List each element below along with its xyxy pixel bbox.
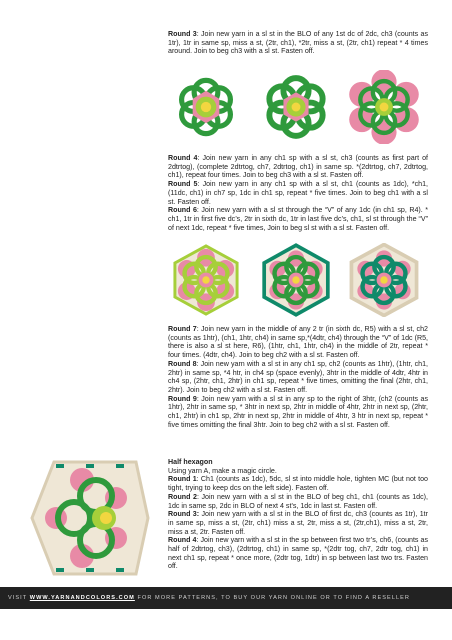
round-8-paragraph bbox=[168, 360, 428, 395]
round-7-paragraph bbox=[168, 325, 428, 360]
photo-round-9 bbox=[346, 243, 422, 317]
round-4-title: Round 4 bbox=[168, 154, 198, 162]
round-5-title: Round 5 bbox=[168, 180, 198, 189]
photo-round-8 bbox=[258, 243, 334, 317]
half-round-4-paragraph bbox=[168, 536, 428, 571]
round-4-paragraph bbox=[168, 154, 428, 180]
half-round-1-text: : Ch1 (counts as 1dc), 5dc, sl st into middle hole, tighten MC (but not too tight, trying to keep dcs on the left side). Fasten off. bbox=[168, 475, 428, 493]
website-link[interactable]: WWW.YARNANDCOLORS.COM bbox=[29, 595, 135, 601]
round-6-paragraph bbox=[168, 206, 428, 232]
photo-round-4-b bbox=[258, 70, 334, 144]
half-round-2-title: Round 2 bbox=[168, 492, 197, 501]
half-round-2-paragraph bbox=[168, 493, 428, 510]
round-3-text: : Join new yarn in a sl st in the BLO of any 1st dc of 2dc, ch3 (counts as 1tr), 1tr in same sp, miss a st, (2tr, ch1), *2tr, miss a st, (2tr, ch1) repeat * 4 times around. Join to beg ch3 with a sl st. Fasten off. bbox=[168, 30, 428, 56]
half-hexagon-intro: Using yarn A, make a magic circle. bbox=[168, 466, 277, 475]
round-3-paragraph bbox=[168, 30, 428, 56]
half-round-4-text: : Join new yarn with a sl st in the sp between first two tr’s, ch6, (counts as half of 2dtrtog, ch3), (2dtrtog, ch1) in same sp, *(2dtr tog, ch7, 2dtr tog, ch1) in next ch1 sp, repeat * once more, (2dtr tog, 1dtr) in sp between last two trs. Fasten off. bbox=[168, 536, 429, 571]
rounds-4-6 bbox=[168, 154, 428, 232]
footer-bar bbox=[0, 587, 452, 609]
round-6-text: : Join new yarn with a sl st through the “V” of any 1dc (in ch1 sp, R4). * ch1, 1tr in first five dc’s, 2tr in sixth dc, 1tr in last five dc’s, ch1, sl st through the “V” of next 1dc, repeat * five times, Join to beg sl st with a sl st. Fasten off. bbox=[168, 206, 428, 232]
round-5-text: : Join new yarn in any ch1 sp with a sl st, ch1 (counts as 1dc), *ch1, (11dc, ch1) in ch7 sp, 1dc in ch1 sp, repeat * five times. Join to beg ch1 with a sl st. Fasten off. bbox=[168, 180, 428, 206]
half-round-3-paragraph bbox=[168, 510, 428, 536]
half-hexagon-section bbox=[168, 458, 428, 571]
half-hexagon-title: Half hexagon bbox=[168, 458, 213, 466]
half-round-3-title: Round 3: bbox=[168, 510, 200, 519]
rounds-7-9 bbox=[168, 325, 428, 429]
round-7-title: Round 7 bbox=[168, 325, 197, 333]
half-round-3-text: Join new yarn with a sl st in the BLO of first dc, ch3 (counts as 1tr), 1tr in same sp, miss a st, (2tr, ch1) miss a st, 2tr, miss a st, (2tr,ch1), miss a st, 2tr, miss a st, 2tr. Fasten off. bbox=[168, 510, 429, 536]
round-3-title: Round 3 bbox=[168, 30, 197, 38]
round-6-title: Round 6 bbox=[168, 206, 197, 215]
footer-prefix: VISIT bbox=[8, 595, 30, 601]
round-5-paragraph bbox=[168, 180, 428, 206]
half-round-2-text: : Join new yarn with a sl st in the BLO of beg ch1, ch1 (counts as 1dc), 1dc in same sp, 2dc in BLO of next 4 st’s, 1dc in last st. Fasten off. bbox=[168, 492, 428, 510]
half-round-1-paragraph bbox=[168, 475, 428, 492]
round-8-title: Round 8 bbox=[168, 359, 197, 368]
half-round-1-title: Round 1 bbox=[168, 475, 197, 484]
round-4-text: : Join new yarn in any ch1 sp with a sl st, ch3 (counts as first part of 2dtrtog), (complete 2dtrtog, ch7, 2dtrtog, ch1) in same sp. *(2dtrtog, ch7, 2dtrtog, ch1), repeat four times. Join to beg ch3 with a sl st. Fasten off. bbox=[168, 154, 429, 180]
round-8-text: : Join new yarn with a sl st in any ch1 sp, ch2 (counts as 1htr), (1htr, ch1, 2htr) in same sp, *4 htr, in ch4 sp (space evenly), 3htr in the middle of 4dtr, 4htr in ch4 sp, (2htr, ch1, 2htr) in ch1 sp, repeat * five times, omitting the final (2htr, ch1, 2htr). Join to beg ch2 with a sl st. Fasten off. bbox=[168, 359, 429, 394]
footer-suffix: FOR MORE PATTERNS, TO BUY OUR YARN ONLINE OR TO FIND A RESELLER bbox=[134, 595, 411, 601]
photo-round-7 bbox=[168, 243, 244, 317]
photo-round-4-a bbox=[168, 70, 244, 144]
round-7-text: : Join new yarn in the middle of any 2 tr (in sixth dc, R5) with a sl st, ch2 (counts as 1htr), (ch1, 1htr, ch4) in same sp,*(4dtr, ch4) through the “V” of 1dc (R5, there is also a sl st here, R6), (1htr, ch1, 1htr, ch4) in the middle of 2tr, repeat * four times. (4dtr, ch4). Join to beg ch2 with a sl st. Fasten off. bbox=[168, 325, 428, 360]
half-round-4-title: Round 4 bbox=[168, 536, 197, 545]
round-9-text: : Join new yarn with a sl st in any sp to the right of 3htr, (ch2 (counts as 1htr), 2htr in same sp, * 3htr in next sp, 2htr in middle of 4htr, 2htr in next sp, (2htr, ch1, 2htr) in ch1 sp, 2htr in next sp, 2htr in middle of 4htr, 3 htr in next sp, repeat * five times omitting the final 3htr. Join to beg ch2 with a sl st. Fasten off. bbox=[168, 394, 428, 429]
round-9-title: Round 9 bbox=[168, 394, 197, 403]
round-9-paragraph bbox=[168, 395, 428, 430]
photo-round-5 bbox=[346, 70, 422, 144]
photo-half-hexagon bbox=[26, 458, 150, 578]
